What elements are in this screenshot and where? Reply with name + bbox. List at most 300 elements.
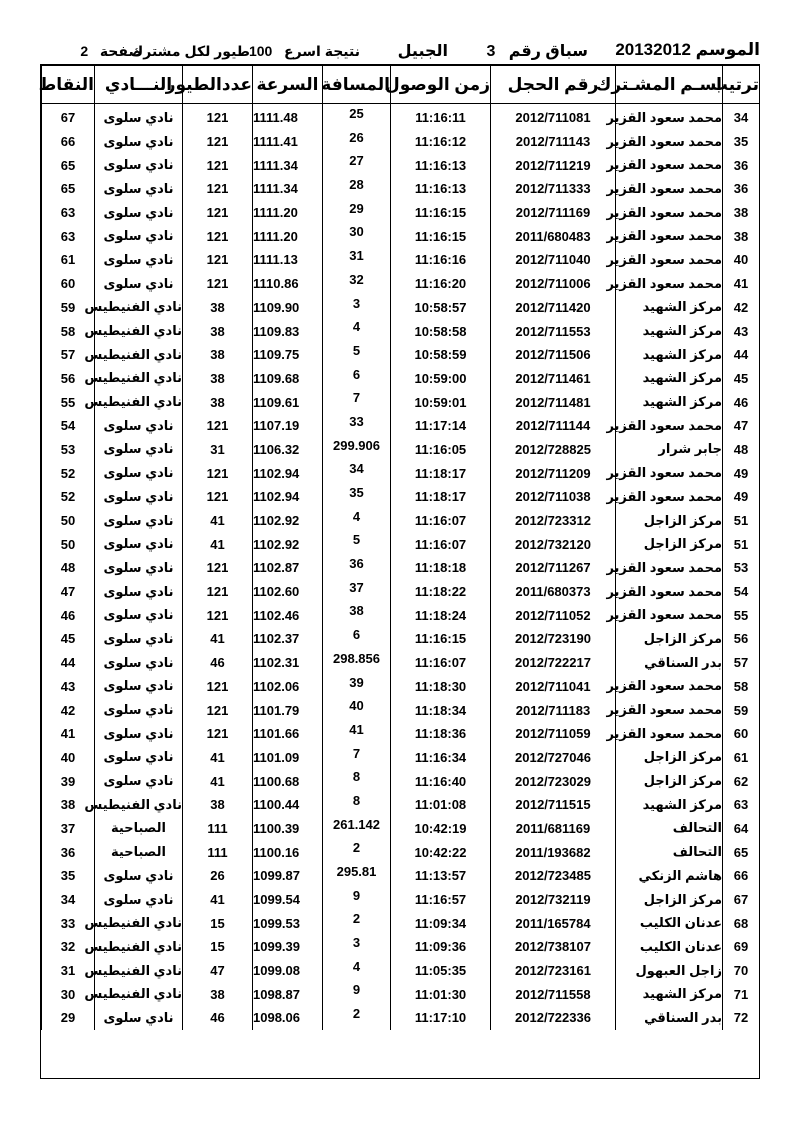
distance-cell: 3: [323, 296, 391, 320]
distance-cell: 8: [323, 769, 391, 793]
club-cell: نادي الفنيطيس: [95, 367, 183, 391]
points-cell: 66: [42, 130, 95, 154]
speed-cell: 1107.19: [253, 414, 323, 438]
participant-name-cell: بدر السناقي: [616, 651, 723, 675]
club-cell: نادي سلوى: [95, 532, 183, 556]
arrival-time-cell: 11:16:20: [391, 272, 491, 296]
distance-cell: 38: [323, 603, 391, 627]
rank-cell: 49: [723, 485, 760, 509]
bird-count-cell: 121: [183, 153, 253, 177]
page-text: صفحة: [99, 43, 142, 59]
rank-cell: 72: [723, 1006, 760, 1030]
table-row: [42, 319, 760, 343]
speed-cell: 1111.13: [253, 248, 323, 272]
speed-cell: 1102.46: [253, 603, 323, 627]
distance-cell: 25: [323, 104, 391, 130]
distance-cell: 5: [323, 343, 391, 367]
bird-count-cell: 41: [183, 532, 253, 556]
race-label: سباق رقم: [508, 43, 588, 60]
rank-cell: 60: [723, 722, 760, 746]
arrival-time-cell: 10:58:57: [391, 296, 491, 320]
participant-name-cell: جابر شرار: [616, 438, 723, 462]
participant-name-cell: محمد سعود القزير: [616, 201, 723, 225]
speed-cell: 1110.86: [253, 272, 323, 296]
club-cell: نادي سلوى: [95, 864, 183, 888]
rank-cell: 57: [723, 651, 760, 675]
participant-name-cell: محمد سعود القزير: [616, 272, 723, 296]
speed-cell: 1111.41: [253, 130, 323, 154]
ring-number-cell: 2012/711183: [491, 698, 616, 722]
page-label: [80, 43, 142, 60]
bird-count-cell: 15: [183, 911, 253, 935]
speed-cell: 1100.44: [253, 793, 323, 817]
distance-cell: 40: [323, 698, 391, 722]
col-header-club: النـــادي: [95, 66, 183, 104]
rank-cell: 42: [723, 296, 760, 320]
col-header-speed: السرعة: [253, 66, 323, 104]
speed-cell: 1101.66: [253, 722, 323, 746]
speed-cell: 1098.87: [253, 982, 323, 1006]
club-cell: نادي سلوى: [95, 153, 183, 177]
speed-cell: 1109.75: [253, 343, 323, 367]
speed-cell: 1109.90: [253, 296, 323, 320]
rank-cell: 58: [723, 675, 760, 699]
club-cell: نادي سلوى: [95, 746, 183, 770]
bird-count-cell: 121: [183, 177, 253, 201]
arrival-time-cell: 11:16:15: [391, 201, 491, 225]
rank-cell: 53: [723, 556, 760, 580]
arrival-time-cell: 11:18:22: [391, 580, 491, 604]
club-cell: نادي الفنيطيس: [95, 982, 183, 1006]
results-table-frame: [40, 64, 760, 1079]
bird-count-cell: 121: [183, 485, 253, 509]
arrival-time-cell: 11:16:05: [391, 438, 491, 462]
points-cell: 41: [42, 722, 95, 746]
ring-number-cell: 2012/722336: [491, 1006, 616, 1030]
col-header-birds: عددالطيور: [183, 66, 253, 104]
points-cell: 45: [42, 627, 95, 651]
speed-cell: 1100.39: [253, 817, 323, 841]
table-row: [42, 982, 760, 1006]
participant-name-cell: محمد سعود القزير: [616, 130, 723, 154]
ring-number-cell: 2012/711169: [491, 201, 616, 225]
rank-cell: 54: [723, 580, 760, 604]
speed-cell: 1102.92: [253, 509, 323, 533]
distance-cell: 261.142: [323, 817, 391, 841]
rank-cell: 46: [723, 390, 760, 414]
participant-name-cell: محمد سعود القزير: [616, 485, 723, 509]
arrival-time-cell: 10:42:22: [391, 840, 491, 864]
table-row: [42, 698, 760, 722]
ring-number-cell: 2012/711041: [491, 675, 616, 699]
arrival-time-cell: 11:09:36: [391, 935, 491, 959]
table-row: [42, 104, 760, 130]
rank-cell: 66: [723, 864, 760, 888]
table-row: [42, 722, 760, 746]
participant-name-cell: التحالف: [616, 840, 723, 864]
table-row: [42, 224, 760, 248]
participant-name-cell: مركز الشهيد: [616, 296, 723, 320]
bird-count-cell: 38: [183, 319, 253, 343]
club-cell: نادي سلوى: [95, 461, 183, 485]
bird-count-cell: 38: [183, 296, 253, 320]
points-cell: 32: [42, 935, 95, 959]
club-cell: نادي سلوى: [95, 177, 183, 201]
participant-name-cell: محمد سعود القزير: [616, 603, 723, 627]
club-cell: نادي الفنيطيس: [95, 935, 183, 959]
rank-cell: 36: [723, 153, 760, 177]
points-cell: 55: [42, 390, 95, 414]
participant-name-cell: هاشم الزنكي: [616, 864, 723, 888]
participant-name-cell: مركز الزاجل: [616, 532, 723, 556]
points-cell: 53: [42, 438, 95, 462]
arrival-time-cell: 11:16:11: [391, 104, 491, 130]
points-cell: 34: [42, 888, 95, 912]
arrival-time-cell: 11:16:15: [391, 224, 491, 248]
points-cell: 39: [42, 769, 95, 793]
bird-count-cell: 46: [183, 651, 253, 675]
col-header-distance: المسافة: [323, 66, 391, 104]
points-cell: 63: [42, 224, 95, 248]
participant-name-cell: محمد سعود القزير: [616, 224, 723, 248]
speed-cell: 1102.06: [253, 675, 323, 699]
participant-name-cell: بدر السناقي: [616, 1006, 723, 1030]
points-cell: 63: [42, 201, 95, 225]
col-header-rank: ترتيب: [723, 66, 760, 104]
bird-count-cell: 38: [183, 982, 253, 1006]
ring-number-cell: 2012/711038: [491, 485, 616, 509]
table-row: [42, 911, 760, 935]
rank-cell: 47: [723, 414, 760, 438]
distance-cell: 298.856: [323, 651, 391, 675]
ring-number-cell: 2012/711515: [491, 793, 616, 817]
ring-number-cell: 2011/165784: [491, 911, 616, 935]
participant-name-cell: مركز الشهيد: [616, 319, 723, 343]
participant-name-cell: محمد سعود القزير: [616, 722, 723, 746]
speed-cell: 1102.92: [253, 532, 323, 556]
points-cell: 50: [42, 532, 95, 556]
club-cell: نادي سلوى: [95, 556, 183, 580]
table-row: [42, 793, 760, 817]
arrival-time-cell: 11:16:16: [391, 248, 491, 272]
table-row: [42, 153, 760, 177]
speed-cell: 1102.94: [253, 461, 323, 485]
rank-cell: 49: [723, 461, 760, 485]
table-row: [42, 769, 760, 793]
club-cell: نادي سلوى: [95, 698, 183, 722]
distance-cell: 9: [323, 982, 391, 1006]
bird-count-cell: 31: [183, 438, 253, 462]
club-cell: نادي سلوى: [95, 580, 183, 604]
result-text: نتيجة اسرع: [284, 43, 360, 59]
bird-count-cell: 41: [183, 627, 253, 651]
rank-cell: 67: [723, 888, 760, 912]
table-row: [42, 675, 760, 699]
race-location: الجبيل: [397, 43, 448, 60]
distance-cell: 3: [323, 935, 391, 959]
bird-count-cell: 38: [183, 390, 253, 414]
club-cell: نادي سلوى: [95, 485, 183, 509]
club-cell: نادي سلوى: [95, 248, 183, 272]
birds-per-participant-label: طيور لكل مشترك: [130, 43, 250, 59]
participant-name-cell: مركز الشهيد: [616, 793, 723, 817]
bird-count-cell: 41: [183, 509, 253, 533]
distance-cell: 8: [323, 793, 391, 817]
distance-cell: 31: [323, 248, 391, 272]
points-cell: 44: [42, 651, 95, 675]
speed-cell: 1099.53: [253, 911, 323, 935]
speed-cell: 1102.31: [253, 651, 323, 675]
table-row: [42, 130, 760, 154]
club-cell: نادي الفنيطيس: [95, 390, 183, 414]
speed-cell: 1099.54: [253, 888, 323, 912]
participant-name-cell: محمد سعود القزير: [616, 153, 723, 177]
table-row: [42, 390, 760, 414]
ring-number-cell: 2012/711420: [491, 296, 616, 320]
participant-name-cell: مركز الشهيد: [616, 367, 723, 391]
distance-cell: 7: [323, 390, 391, 414]
points-cell: 43: [42, 675, 95, 699]
race-number: 3: [486, 43, 496, 60]
ring-number-cell: 2012/711209: [491, 461, 616, 485]
distance-cell: 30: [323, 224, 391, 248]
participant-name-cell: محمد سعود القزير: [616, 580, 723, 604]
distance-cell: 4: [323, 959, 391, 983]
club-cell: الصباحية: [95, 840, 183, 864]
table-row: [42, 864, 760, 888]
points-cell: 37: [42, 817, 95, 841]
rank-cell: 68: [723, 911, 760, 935]
distance-cell: 33: [323, 414, 391, 438]
distance-cell: 299.906: [323, 438, 391, 462]
distance-cell: 32: [323, 272, 391, 296]
bird-count-cell: 15: [183, 935, 253, 959]
club-cell: الصباحية: [95, 817, 183, 841]
bird-count-cell: 26: [183, 864, 253, 888]
points-cell: 40: [42, 746, 95, 770]
participant-name-cell: مركز الزاجل: [616, 888, 723, 912]
arrival-time-cell: 11:16:07: [391, 532, 491, 556]
participant-name-cell: محمد سعود القزير: [616, 461, 723, 485]
club-cell: نادي الفنيطيس: [95, 911, 183, 935]
ring-number-cell: 2011/680373: [491, 580, 616, 604]
arrival-time-cell: 11:16:12: [391, 130, 491, 154]
ring-number-cell: 2012/723161: [491, 959, 616, 983]
arrival-time-cell: 11:16:57: [391, 888, 491, 912]
speed-cell: 1101.09: [253, 746, 323, 770]
points-cell: 52: [42, 485, 95, 509]
table-row: [42, 438, 760, 462]
bird-count-cell: 41: [183, 746, 253, 770]
rank-cell: 41: [723, 272, 760, 296]
club-cell: نادي سلوى: [95, 769, 183, 793]
rank-cell: 44: [723, 343, 760, 367]
bird-count-cell: 121: [183, 556, 253, 580]
season-label: الموسم 20132012: [615, 40, 760, 59]
table-row: [42, 959, 760, 983]
arrival-time-cell: 11:17:10: [391, 1006, 491, 1030]
table-row: [42, 461, 760, 485]
club-cell: نادي الفنيطيس: [95, 959, 183, 983]
participant-name-cell: محمد سعود القزير: [616, 177, 723, 201]
distance-cell: 4: [323, 509, 391, 533]
rank-cell: 35: [723, 130, 760, 154]
points-cell: 60: [42, 272, 95, 296]
club-cell: نادي الفنيطيس: [95, 319, 183, 343]
ring-number-cell: 2012/723190: [491, 627, 616, 651]
participant-name-cell: عدنان الكليب: [616, 935, 723, 959]
points-cell: 38: [42, 793, 95, 817]
ring-number-cell: 2012/711219: [491, 153, 616, 177]
arrival-time-cell: 11:16:34: [391, 746, 491, 770]
table-row: [42, 177, 760, 201]
speed-cell: 1109.83: [253, 319, 323, 343]
ring-number-cell: 2011/193682: [491, 840, 616, 864]
participant-name-cell: مركز الشهيد: [616, 390, 723, 414]
distance-cell: 35: [323, 485, 391, 509]
points-cell: 30: [42, 982, 95, 1006]
speed-cell: 1111.48: [253, 104, 323, 130]
rank-cell: 40: [723, 248, 760, 272]
points-cell: 29: [42, 1006, 95, 1030]
ring-number-cell: 2012/732119: [491, 888, 616, 912]
points-cell: 56: [42, 367, 95, 391]
race-number-label: [486, 41, 588, 61]
speed-cell: 1098.06: [253, 1006, 323, 1030]
club-cell: نادي سلوى: [95, 104, 183, 130]
rank-cell: 38: [723, 224, 760, 248]
birds-count: 100: [248, 43, 273, 59]
points-cell: 61: [42, 248, 95, 272]
participant-name-cell: مركز الزاجل: [616, 627, 723, 651]
club-cell: نادي سلوى: [95, 130, 183, 154]
points-cell: 42: [42, 698, 95, 722]
bird-count-cell: 41: [183, 769, 253, 793]
distance-cell: 2: [323, 911, 391, 935]
bird-count-cell: 121: [183, 201, 253, 225]
points-cell: 31: [42, 959, 95, 983]
table-row: [42, 272, 760, 296]
club-cell: نادي سلوى: [95, 438, 183, 462]
speed-cell: 1102.37: [253, 627, 323, 651]
rank-cell: 48: [723, 438, 760, 462]
participant-name-cell: عدنان الكليب: [616, 911, 723, 935]
bird-count-cell: 121: [183, 130, 253, 154]
ring-number-cell: 2012/738107: [491, 935, 616, 959]
points-cell: 58: [42, 319, 95, 343]
table-row: [42, 627, 760, 651]
bird-count-cell: 121: [183, 104, 253, 130]
results-table: [38, 65, 760, 1030]
bird-count-cell: 121: [183, 272, 253, 296]
bird-count-cell: 121: [183, 580, 253, 604]
participant-name-cell: مركز الشهيد: [616, 982, 723, 1006]
bird-count-cell: 121: [183, 461, 253, 485]
points-cell: 48: [42, 556, 95, 580]
club-cell: نادي الفنيطيس: [95, 793, 183, 817]
bird-count-cell: 47: [183, 959, 253, 983]
rank-cell: 71: [723, 982, 760, 1006]
speed-cell: 1109.61: [253, 390, 323, 414]
table-row: [42, 367, 760, 391]
points-cell: 36: [42, 840, 95, 864]
points-cell: 67: [42, 104, 95, 130]
distance-cell: 29: [323, 201, 391, 225]
rank-cell: 51: [723, 532, 760, 556]
arrival-time-cell: 11:18:36: [391, 722, 491, 746]
ring-number-cell: 2012/711081: [491, 104, 616, 130]
points-cell: 54: [42, 414, 95, 438]
points-cell: 65: [42, 177, 95, 201]
arrival-time-cell: 11:16:13: [391, 177, 491, 201]
rank-cell: 62: [723, 769, 760, 793]
distance-cell: 26: [323, 130, 391, 154]
bird-count-cell: 121: [183, 722, 253, 746]
bird-count-cell: 38: [183, 367, 253, 391]
participant-name-cell: محمد سعود القزير: [616, 248, 723, 272]
club-cell: نادي سلوى: [95, 603, 183, 627]
arrival-time-cell: 11:16:15: [391, 627, 491, 651]
points-cell: 59: [42, 296, 95, 320]
table-row: [42, 651, 760, 675]
table-header-row: [42, 66, 760, 104]
bird-count-cell: 121: [183, 603, 253, 627]
arrival-time-cell: 11:18:18: [391, 556, 491, 580]
points-cell: 65: [42, 153, 95, 177]
arrival-time-cell: 11:18:24: [391, 603, 491, 627]
speed-cell: 1111.20: [253, 224, 323, 248]
distance-cell: 34: [323, 461, 391, 485]
club-cell: نادي سلوى: [95, 224, 183, 248]
arrival-time-cell: 11:18:17: [391, 485, 491, 509]
distance-cell: 5: [323, 532, 391, 556]
ring-number-cell: 2012/711267: [491, 556, 616, 580]
distance-cell: 36: [323, 556, 391, 580]
ring-number-cell: 2012/711052: [491, 603, 616, 627]
arrival-time-cell: 11:18:17: [391, 461, 491, 485]
ring-number-cell: 2011/681169: [491, 817, 616, 841]
ring-number-cell: 2012/723485: [491, 864, 616, 888]
club-cell: نادي الفنيطيس: [95, 296, 183, 320]
arrival-time-cell: 11:13:57: [391, 864, 491, 888]
participant-name-cell: محمد سعود القزير: [616, 414, 723, 438]
arrival-time-cell: 11:17:14: [391, 414, 491, 438]
points-cell: 50: [42, 509, 95, 533]
club-cell: نادي سلوى: [95, 414, 183, 438]
ring-number-cell: 2012/711143: [491, 130, 616, 154]
result-label: [249, 43, 360, 60]
ring-number-cell: 2012/711333: [491, 177, 616, 201]
club-cell: نادي سلوى: [95, 1006, 183, 1030]
speed-cell: 1099.87: [253, 864, 323, 888]
points-cell: 57: [42, 343, 95, 367]
points-cell: 35: [42, 864, 95, 888]
ring-number-cell: 2011/680483: [491, 224, 616, 248]
speed-cell: 1111.20: [253, 201, 323, 225]
distance-cell: 28: [323, 177, 391, 201]
arrival-time-cell: 10:42:19: [391, 817, 491, 841]
ring-number-cell: 2012/723029: [491, 769, 616, 793]
bird-count-cell: 38: [183, 343, 253, 367]
distance-cell: 9: [323, 888, 391, 912]
ring-number-cell: 2012/711506: [491, 343, 616, 367]
speed-cell: 1111.34: [253, 177, 323, 201]
club-cell: نادي سلوى: [95, 888, 183, 912]
arrival-time-cell: 11:18:34: [391, 698, 491, 722]
rank-cell: 56: [723, 627, 760, 651]
arrival-time-cell: 11:18:30: [391, 675, 491, 699]
distance-cell: 41: [323, 722, 391, 746]
